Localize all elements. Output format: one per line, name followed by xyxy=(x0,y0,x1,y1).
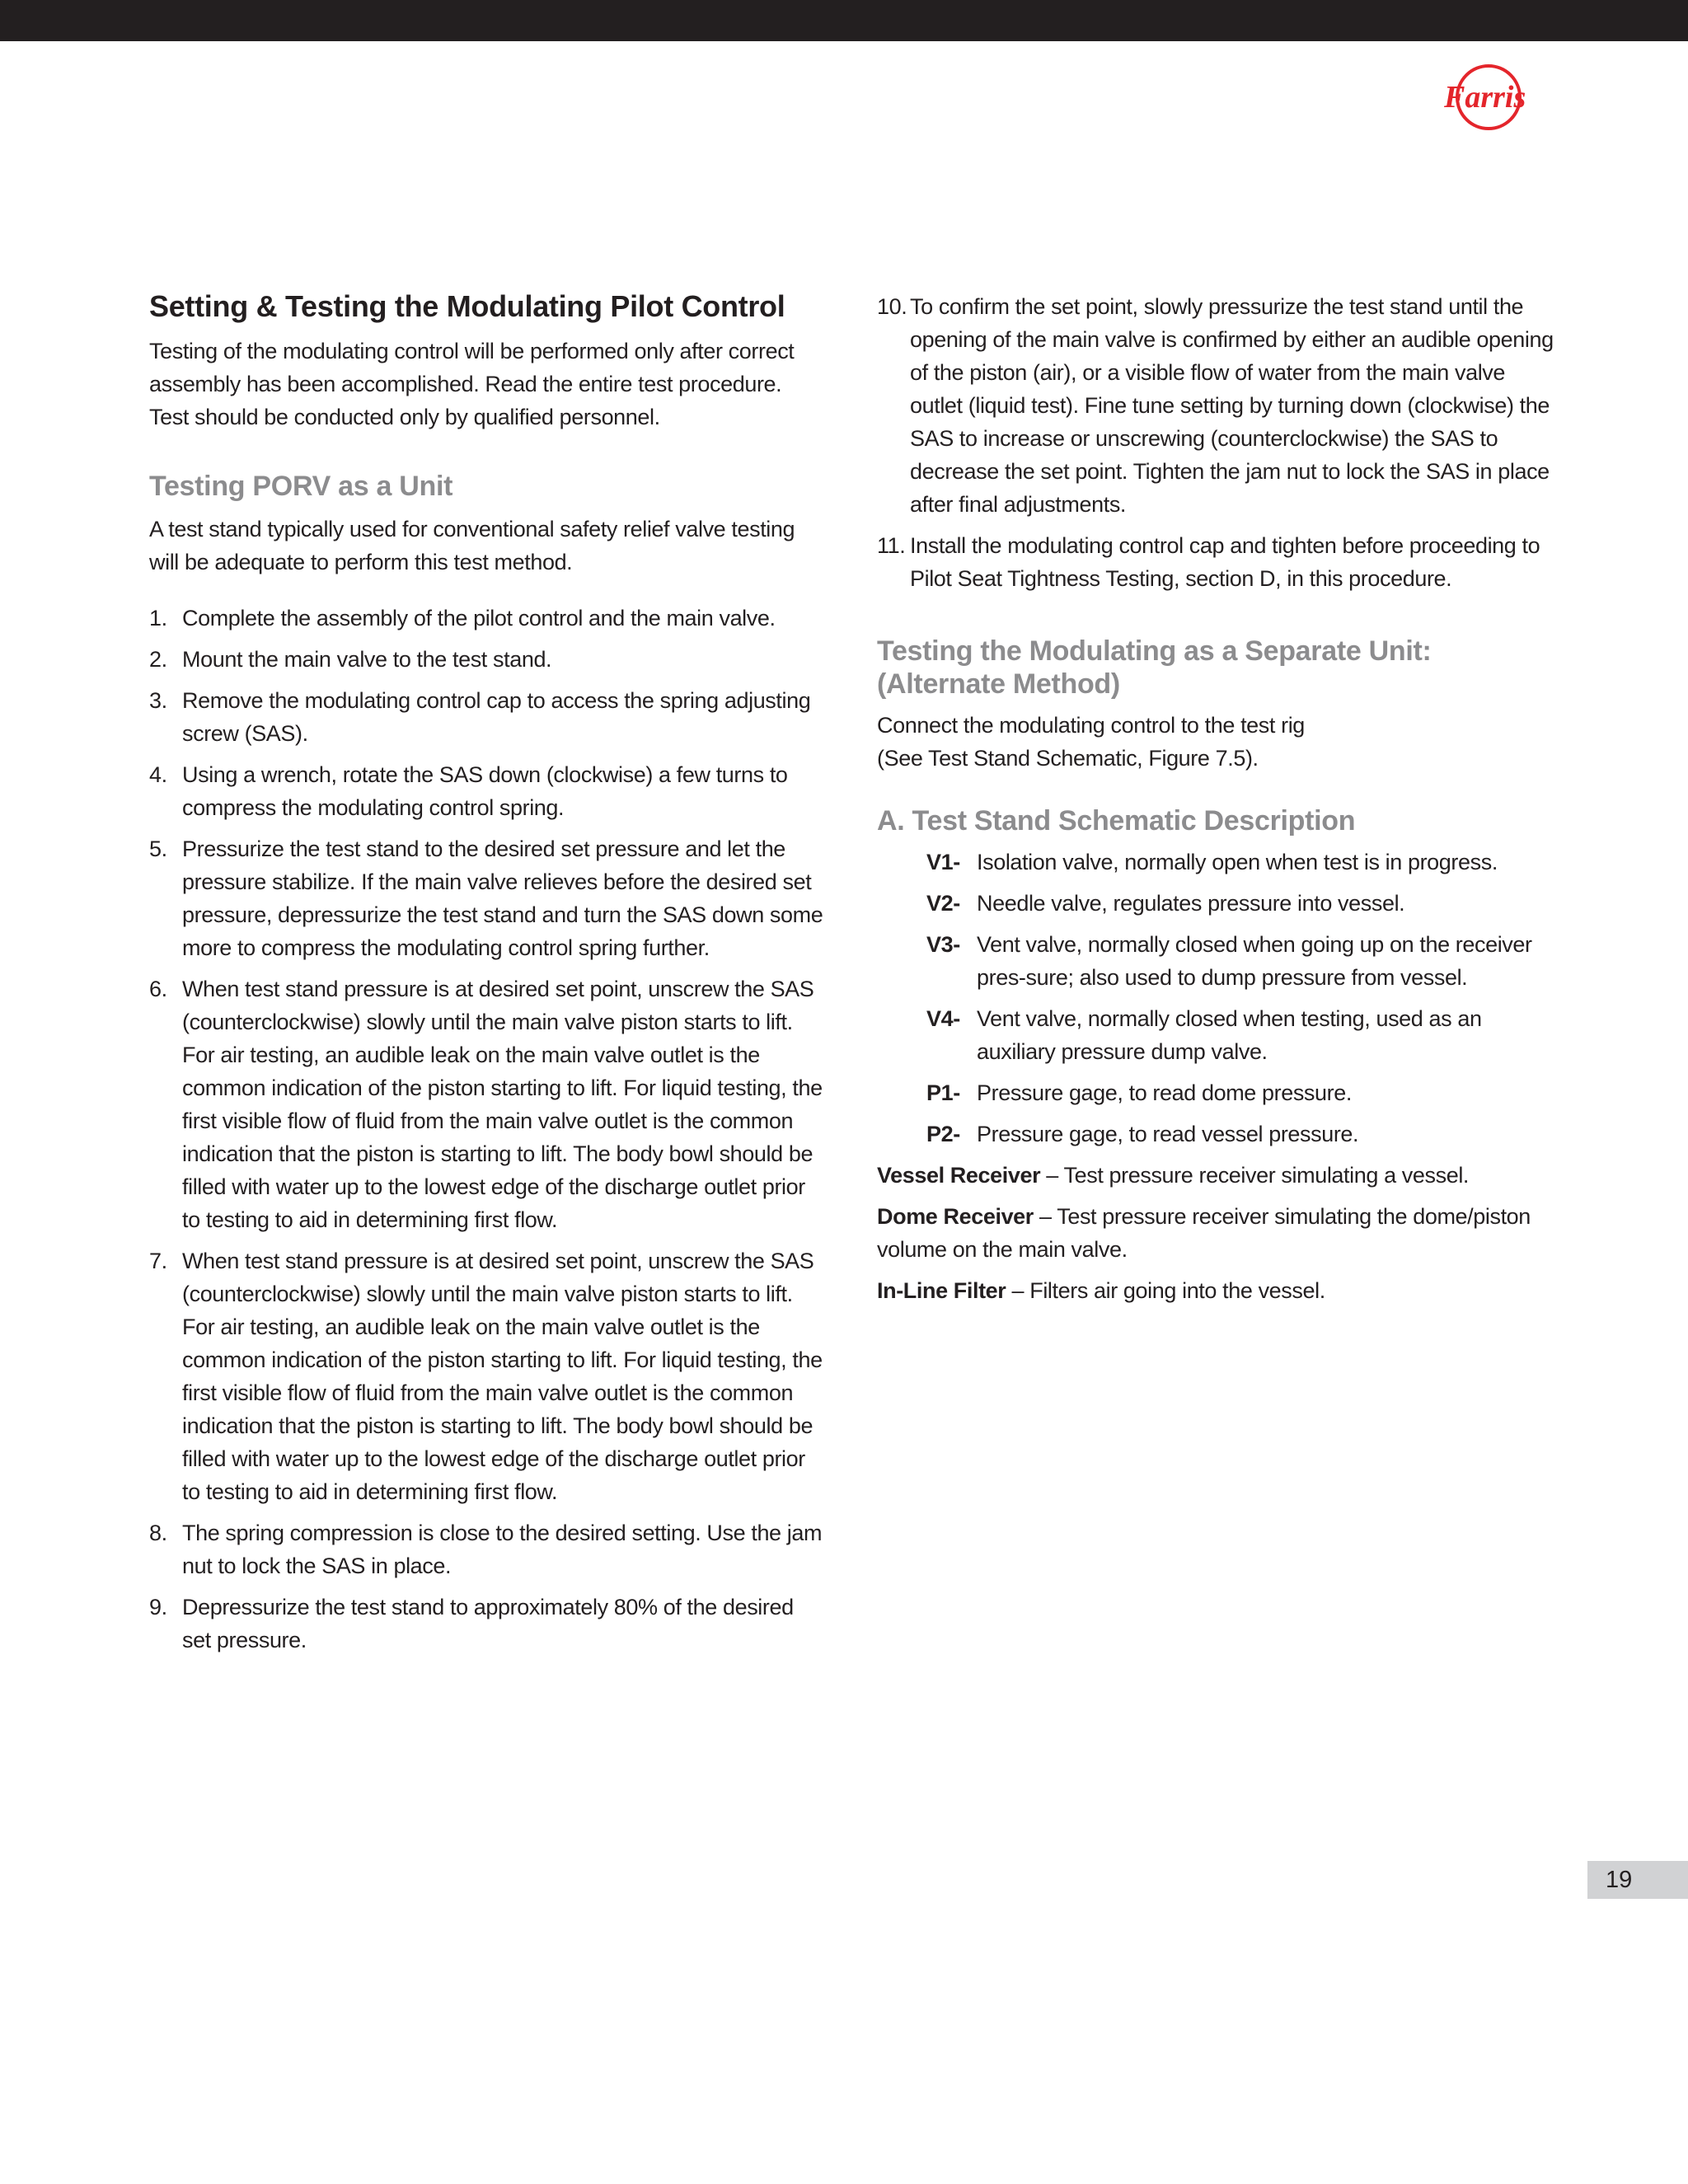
valve-item: V4- Vent valve, normally closed when testing, used as an auxiliary pressure dump valve. xyxy=(926,1006,1482,1064)
list-item: 5. Pressurize the test stand to the desired set pressure and let the pressure stabilize. If the main valve relieves before the desired set pressure, depressurize the test stand and turn the SAS down some more to compress the modulating control spring further. xyxy=(149,837,823,960)
valve-item: V1- Isolation valve, normally open when test is in progress. xyxy=(926,850,1498,874)
list-item: 8. The spring compression is close to the desired setting. Use the jam nut to lock the SAS in place. xyxy=(149,1521,823,1578)
right-column xyxy=(877,290,1561,1315)
valve-item: V3- Vent valve, normally closed when going up on the receiver pres-sure; also used to dump pressure from vessel. xyxy=(926,932,1532,990)
farris-logo-text: Farris xyxy=(1444,80,1526,115)
definition-vessel-receiver: Vessel Receiver – Test pressure receiver simulating a vessel. xyxy=(877,1163,1470,1188)
section-intro-porv: A test stand typically used for conventional safety relief valve testing will be adequate to perform this test method. xyxy=(149,517,795,574)
page-number-tab xyxy=(1587,1861,1688,1899)
continued-steps-list xyxy=(877,290,1561,595)
list-item: 2. Mount the main valve to the test stand. xyxy=(149,647,552,672)
list-item: 3. Remove the modulating control cap to access the spring adjusting screw (SAS). xyxy=(149,688,811,746)
valve-item: P1- Pressure gage, to read dome pressure. xyxy=(926,1080,1352,1105)
list-item: 10. To confirm the set point, slowly pressurize the test stand until the opening of the main valve is confirmed by either an audible opening of the piston (air), or a visible flow of water from the main valve outlet (liquid test). Fine tune setting by turning down (clockwise) the SAS to increase or unscrewing (counterclockwise) the SAS to decrease the set point. Tighten the jam nut to lock the SAS in place after final adjustments. xyxy=(877,294,1554,517)
page-title: Setting & Testing the Modulating Pilot Control xyxy=(149,289,785,323)
alternate-intro: Connect the modulating control to the test rig (See Test Stand Schematic, Figure 7.5). xyxy=(877,713,1305,771)
list-item: 6. When test stand pressure is at desired set point, unscrew the SAS (counterclockwise) slowly until the main valve piston starts to lift. For air testing, an audible leak on the main valve outlet is the common indication of the piston starting to lift. For liquid testing, the first visible flow of fluid from the main valve outlet is the common indication that the piston is starting to lift. The body bowl should be filled with water up to the lowest edge of the discharge outlet prior to testing to aid in determining first flow. xyxy=(149,977,823,1232)
valve-list xyxy=(877,846,1561,1151)
valve-item: V2- Needle valve, regulates pressure into vessel. xyxy=(926,891,1405,916)
definition-inline-filter: In-Line Filter – Filters air going into the vessel. xyxy=(877,1278,1325,1303)
page-number: 19 xyxy=(1606,1867,1633,1893)
valve-item: P2- Pressure gage, to read vessel pressure. xyxy=(926,1122,1359,1146)
list-item: 4. Using a wrench, rotate the SAS down (clockwise) a few turns to compress the modulating control spring. xyxy=(149,762,788,820)
list-item: 1. Complete the assembly of the pilot control and the main valve. xyxy=(149,606,776,630)
section-title-porv: Testing PORV as a Unit xyxy=(149,471,453,502)
section-title-alternate: Testing the Modulating as a Separate Unit: (Alternate Method) xyxy=(877,635,1432,700)
intro-paragraph: Testing of the modulating control will be performed only after correct assembly has been accomplished. Read the entire test procedure. Test should be conducted only by qualified personnel. xyxy=(149,339,795,429)
porv-steps-list xyxy=(149,602,825,1657)
farris-logo xyxy=(1434,59,1566,135)
list-item: 7. When test stand pressure is at desired set point, unscrew the SAS (counterclockwise) slowly until the main valve piston starts to lift. For air testing, an audible leak on the main valve outlet is the common indication of the piston starting to lift. For liquid testing, the first visible flow of fluid from the main valve outlet is the common indication that the piston is starting to lift. The body bowl should be filled with water up to the lowest edge of the discharge outlet prior to testing to aid in determining first flow. xyxy=(149,1249,823,1504)
list-item: 11. Install the modulating control cap and tighten before proceeding to Pilot Seat Tightness Testing, section D, in this procedure. xyxy=(877,533,1540,591)
list-item: 9. Depressurize the test stand to approximately 80% of the desired set pressure. xyxy=(149,1595,794,1652)
definition-dome-receiver: Dome Receiver – Test pressure receiver simulating the dome/piston volume on the main valve. xyxy=(877,1204,1531,1262)
schematic-title: A. Test Stand Schematic Description xyxy=(877,805,1356,837)
left-column xyxy=(149,288,825,1665)
top-bar xyxy=(0,0,1688,41)
